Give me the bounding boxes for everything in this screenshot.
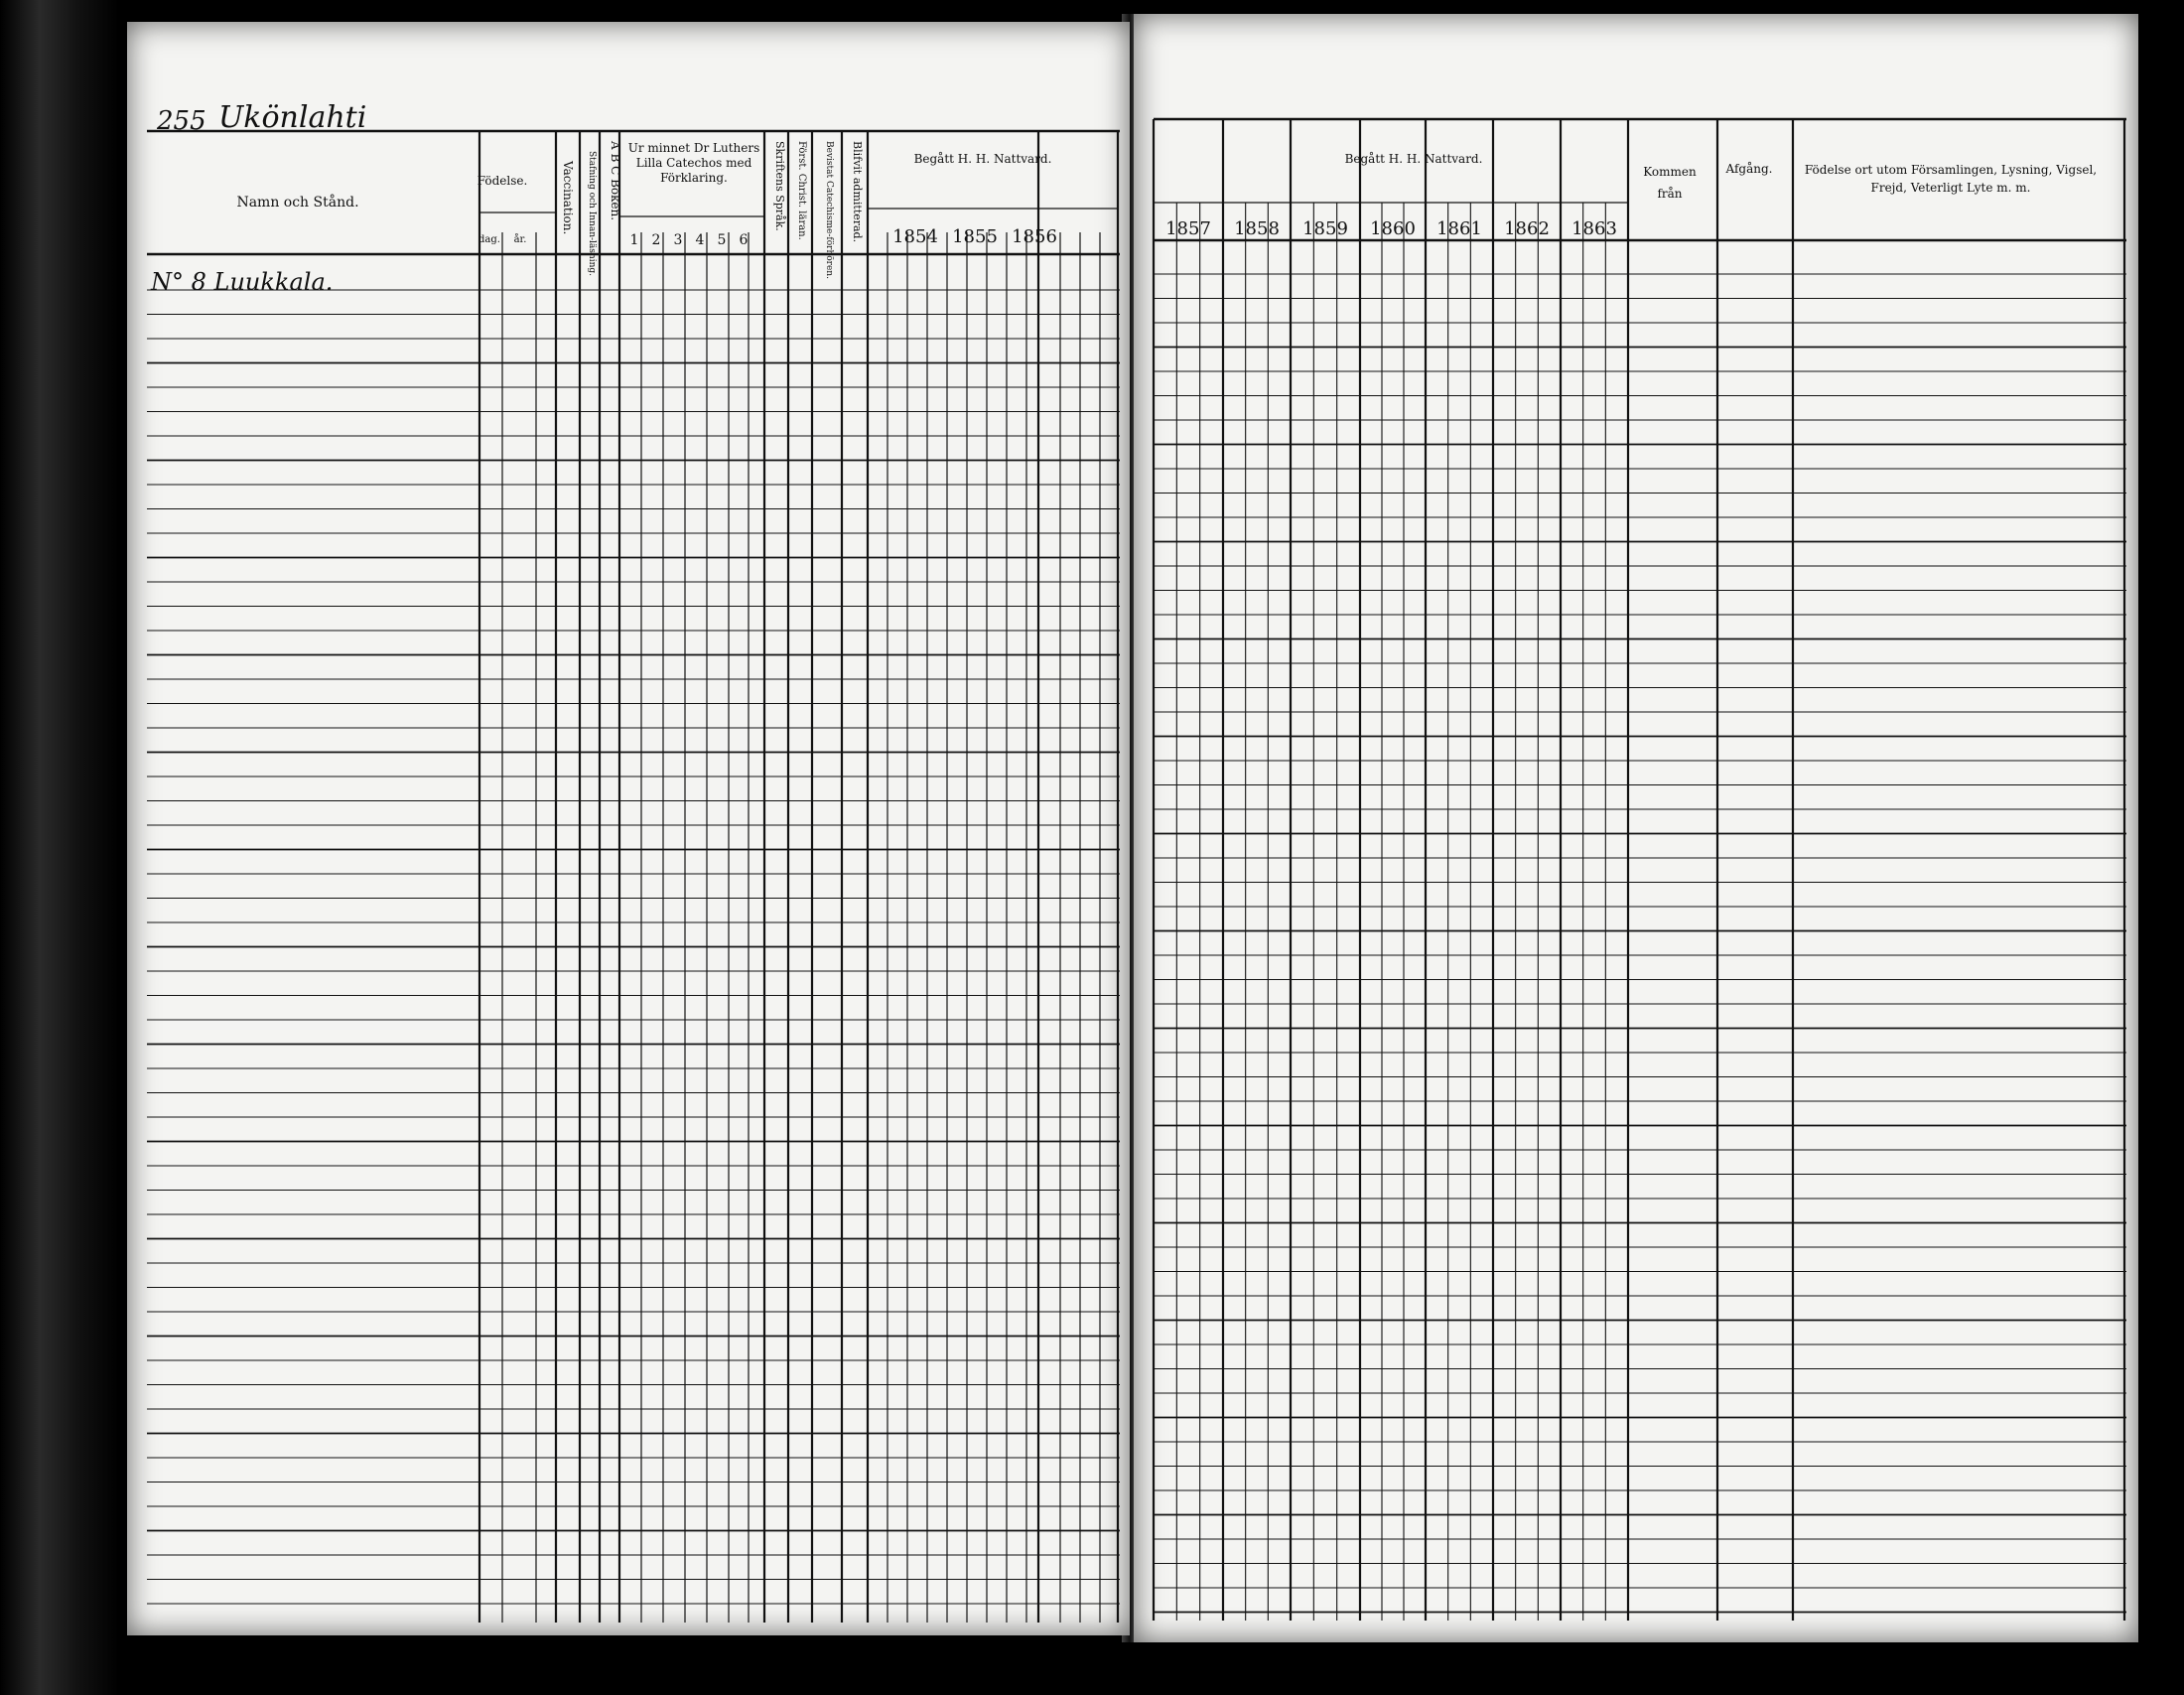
column-stafning: Stafning och Innan-läsning.	[587, 151, 597, 276]
catechism-parts	[630, 232, 749, 248]
column-kommen-box	[1632, 161, 1707, 220]
right-register-grid	[1134, 14, 2138, 1642]
column-remarks: Födelse ort utom Församlingen, Lysning, Vigsel, Frejd, Veterligt Lyte m. m.	[1804, 163, 2098, 195]
catechism-part-number: 1	[629, 232, 639, 248]
catechism-part-number: 2	[651, 232, 661, 248]
column-blifvit: Blifvit admitterad.	[851, 141, 864, 243]
left-register-grid	[127, 22, 1130, 1635]
catechism-part-number: 6	[739, 232, 749, 248]
communion-year-right: 1861	[1436, 218, 1482, 239]
catechism-part-number: 4	[695, 232, 705, 248]
column-vaccination: Vaccination.	[561, 161, 575, 235]
column-bevistat: Bevistat Catechisme-förhören.	[824, 141, 834, 279]
column-remarks-box	[1801, 161, 2101, 230]
communion-years-right	[1165, 218, 1617, 239]
entry-household: N° 8 Luukkala.	[151, 268, 334, 296]
communion-year-left: 1856	[1012, 226, 1057, 247]
column-forst-christ: Först. Christ. läran.	[796, 141, 807, 240]
communion-years-left	[892, 226, 1057, 247]
column-communion-left: Begått H. H. Nattvard.	[913, 152, 1052, 166]
column-birth-year: år.	[513, 234, 527, 245]
column-birth-day: dag.	[478, 234, 500, 245]
communion-year-left: 1854	[892, 226, 938, 247]
left-grid-lines	[147, 131, 1120, 1623]
column-catechism: Ur minnet Dr Luthers Lilla Catechos med Förklaring.	[627, 141, 760, 185]
communion-year-right: 1862	[1504, 218, 1550, 239]
column-skriftens-sprak: Skriftens Språk.	[773, 141, 786, 231]
column-afgang: Afgång.	[1725, 162, 1773, 176]
column-birth: Födelse.	[477, 174, 528, 188]
left-page	[127, 22, 1130, 1635]
page-number: 255	[157, 106, 206, 136]
column-catechism-box	[625, 141, 762, 211]
right-page	[1134, 14, 2138, 1642]
column-abc-book: A B C Boken.	[609, 141, 622, 221]
communion-year-right: 1859	[1302, 218, 1348, 239]
communion-year-left: 1855	[952, 226, 998, 247]
communion-year-right: 1860	[1370, 218, 1416, 239]
catechism-part-number: 3	[673, 232, 683, 248]
column-communion-right: Begått H. H. Nattvard.	[1344, 152, 1483, 166]
communion-year-right: 1863	[1571, 218, 1617, 239]
catechism-part-number: 5	[717, 232, 727, 248]
right-grid-lines	[1154, 119, 2126, 1621]
column-kommen-fran: Kommen från	[1643, 165, 1697, 201]
village-name: Ukönlahti	[218, 100, 367, 135]
communion-year-right: 1857	[1165, 218, 1211, 239]
column-name: Namn och Stånd.	[236, 195, 359, 211]
communion-year-right: 1858	[1234, 218, 1280, 239]
